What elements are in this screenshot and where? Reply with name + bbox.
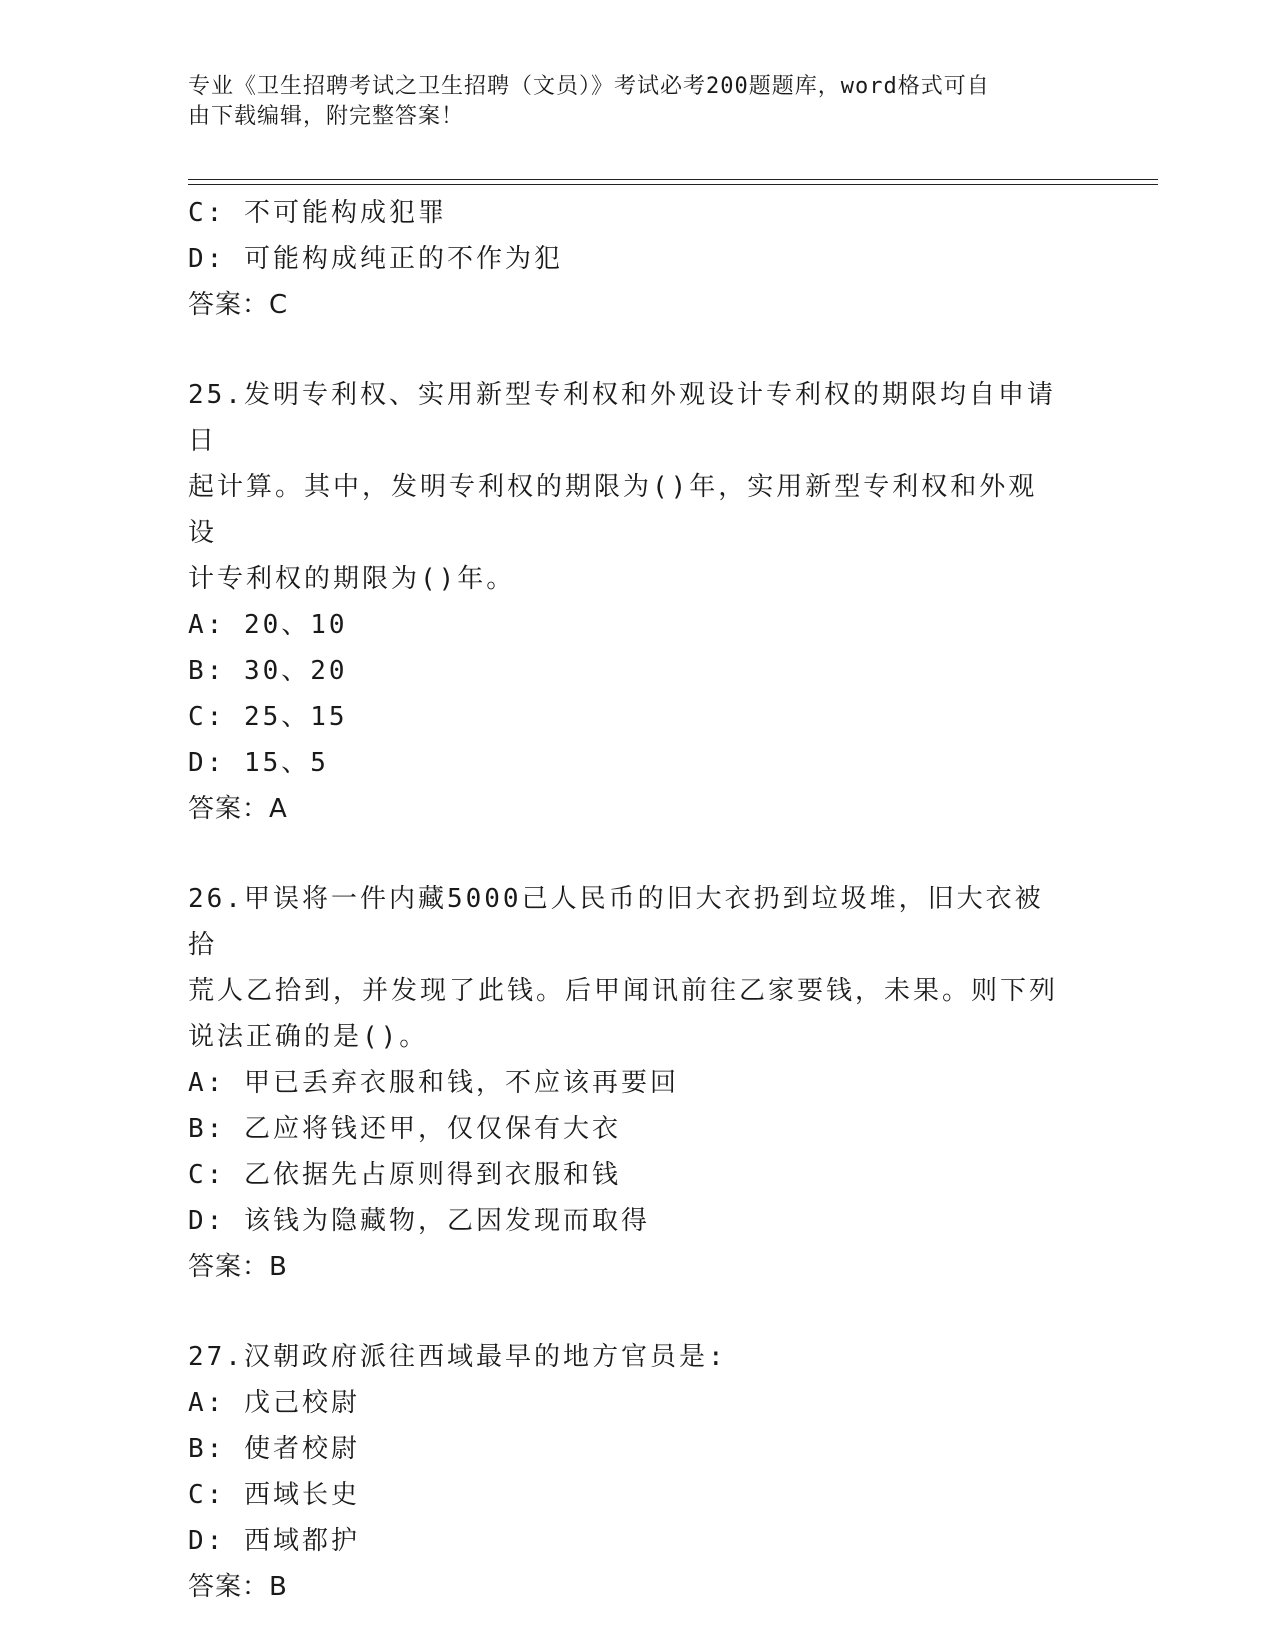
answer-line: 答案：A <box>188 794 288 824</box>
option-d: D: 该钱为隐藏物，乙因发现而取得 <box>188 1206 650 1236</box>
stem-line: 25.发明专利权、实用新型专利权和外观设计专利权的期限均自申请日 <box>188 380 1056 456</box>
option-c: C: 25、15 <box>188 702 348 732</box>
header-divider-bottom <box>188 184 1158 185</box>
stem-line: 起计算。其中，发明专利权的期限为()年，实用新型专利权和外观设 <box>188 472 1038 548</box>
question-list <box>188 190 1088 1610</box>
document-header <box>188 72 1068 132</box>
answer-line: 答案：B <box>188 1572 288 1602</box>
option-a: A: 戊己校尉 <box>188 1388 360 1418</box>
question-24-tail <box>188 190 1088 328</box>
spacer <box>188 832 1088 876</box>
header-line-1: 专业《卫生招聘考试之卫生招聘（文员）》考试必考200题题库，word格式可自 <box>188 74 990 99</box>
option-d: D: 西域都护 <box>188 1526 360 1556</box>
spacer <box>188 1290 1088 1334</box>
question-25 <box>188 372 1088 832</box>
question-26 <box>188 876 1088 1290</box>
option-d: D: 可能构成纯正的不作为犯 <box>188 244 563 274</box>
stem-line: 计专利权的期限为()年。 <box>188 564 516 594</box>
spacer <box>188 328 1088 372</box>
option-d: D: 15、5 <box>188 748 329 778</box>
option-c: C: 西域长史 <box>188 1480 360 1510</box>
answer-line: 答案：B <box>188 1252 288 1282</box>
stem-line: 27.汉朝政府派往西域最早的地方官员是: <box>188 1342 727 1372</box>
option-b: B: 30、20 <box>188 656 348 686</box>
answer-line: 答案：C <box>188 290 289 320</box>
header-line-2: 由下载编辑，附完整答案！ <box>188 104 465 129</box>
question-27 <box>188 1334 1088 1610</box>
question-stem <box>188 372 1058 602</box>
option-b: B: 使者校尉 <box>188 1434 360 1464</box>
stem-line: 26.甲误将一件内藏5000己人民币的旧大衣扔到垃圾堆，旧大衣被拾 <box>188 884 1044 960</box>
header-divider-top <box>188 179 1158 180</box>
stem-line: 说法正确的是()。 <box>188 1022 429 1052</box>
option-a: A: 甲已丢弃衣服和钱，不应该再要回 <box>188 1068 679 1098</box>
stem-line: 荒人乙拾到，并发现了此钱。后甲闻讯前往乙家要钱，未果。则下列 <box>188 976 1059 1006</box>
option-b: B: 乙应将钱还甲，仅仅保有大衣 <box>188 1114 621 1144</box>
question-stem <box>188 1334 1058 1380</box>
option-c: C: 乙依据先占原则得到衣服和钱 <box>188 1160 621 1190</box>
question-stem <box>188 876 1058 1060</box>
option-c: C: 不可能构成犯罪 <box>188 198 447 228</box>
option-a: A: 20、10 <box>188 610 348 640</box>
